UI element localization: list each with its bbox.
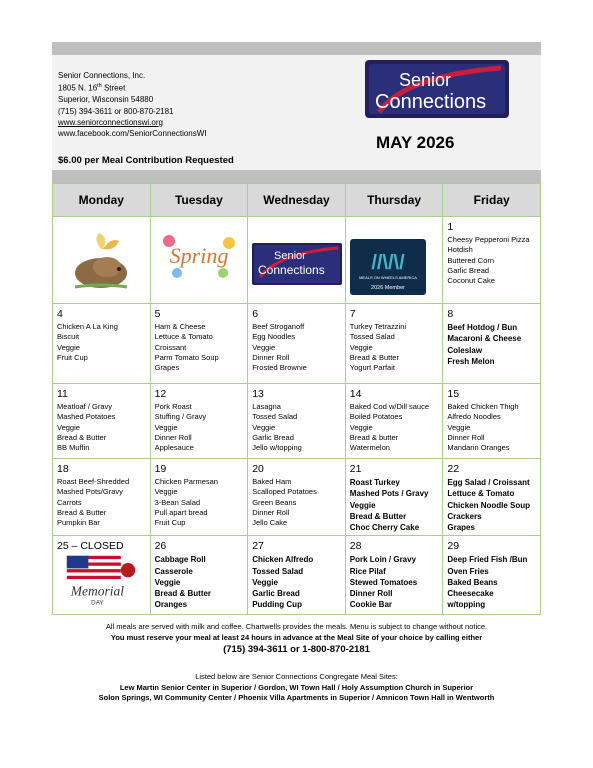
menu-item: Mashed Pots/Gravy: [57, 487, 123, 497]
day-cell: [248, 384, 346, 459]
logo-graphic: [369, 64, 505, 114]
menu-item: Lasagna: [252, 402, 281, 412]
menu-item: Lettuce & Tomato: [447, 489, 515, 499]
day-number: 19: [154, 463, 167, 475]
menu-item: Veggie: [154, 422, 178, 432]
menu-item: Bread & Butter: [349, 511, 407, 521]
day-cell: [53, 217, 151, 304]
day-number: 20: [252, 463, 264, 475]
menu-item: Hotdish: [447, 245, 473, 255]
menu-item: Tossed Salad: [349, 332, 395, 342]
footer-note-2: You must reserve your meal at least 24 hours in advance at the Meal Site of your choice by calling either: [110, 632, 483, 642]
svg-text://\/\/: //\/\/: [371, 252, 405, 274]
calendar-table: [52, 183, 541, 615]
menu-item: Pork Loin / Gravy: [349, 555, 417, 565]
day-cell: [443, 536, 541, 614]
org-city: Superior, Wisconsin 54880: [58, 95, 154, 105]
day-number: 11: [57, 388, 68, 400]
menu-item: Coleslaw: [447, 345, 483, 355]
menu-item: Veggie: [57, 422, 80, 432]
menu-item: Jello w/topping: [252, 443, 302, 453]
menu-item: Roast Beef-Shredded: [57, 477, 130, 487]
menu-item: Cheesy Pepperoni Pizza: [447, 235, 530, 245]
website-link[interactable]: www.seniorconnectionswi.org: [58, 117, 163, 127]
logo-word-2: Connections: [375, 91, 487, 113]
day-number: 6: [252, 308, 259, 320]
weekday-friday: Friday: [443, 184, 541, 217]
day-number: 21: [349, 463, 362, 475]
menu-item: Veggie: [154, 487, 178, 497]
menu-item: Bread & Butter: [57, 507, 107, 517]
day-cell: [345, 217, 443, 304]
day-cell: [53, 304, 151, 384]
menu-item: Veggie: [252, 577, 278, 587]
hedgehog-image: [57, 229, 145, 289]
menu-item: Egg Noodles: [252, 332, 296, 342]
menu-item: Pork Roast: [154, 402, 192, 412]
menu-item: Stuffing / Gravy: [154, 412, 207, 422]
day-number: 1: [447, 221, 454, 233]
day-number: 15: [447, 388, 460, 400]
day-number: 22: [447, 463, 460, 475]
menu-item: Dinner Roll: [154, 432, 192, 442]
svg-text:MEALS ON WHEELS AMERICA: MEALS ON WHEELS AMERICA: [358, 275, 417, 280]
sites-line-1: Lew Martin Senior Center in Superior / Gordon, WI Town Hall / Holy Assumption Church in Superior: [119, 682, 474, 692]
menu-item: Rice Pilaf: [349, 566, 386, 576]
day-cell: [345, 384, 443, 459]
menu-item: Baked Cod w/Dill sauce: [349, 402, 429, 412]
day-number: 5: [154, 308, 161, 320]
menu-item: Garlic Bread: [447, 265, 490, 275]
header-divider-bar: [52, 170, 541, 183]
org-address-block: [58, 70, 207, 139]
menu-item: Garlic Bread: [252, 589, 300, 599]
menu-item: Grapes: [447, 523, 475, 533]
menu-item: Chicken Parmesan: [154, 477, 218, 487]
day-cell: [248, 536, 346, 614]
menu-item: Veggie: [447, 422, 471, 432]
spring-text: Spring: [169, 243, 228, 268]
menu-item: Oranges: [154, 600, 188, 610]
menu-item: Fresh Melon: [447, 356, 495, 366]
day-cell: [443, 217, 541, 304]
day-cell: [345, 536, 443, 614]
org-street: 1805 N. 16th Street: [58, 83, 126, 93]
day-number: 12: [154, 388, 167, 400]
day-cell: [150, 536, 248, 614]
svg-text:Memorial: Memorial: [70, 583, 125, 599]
meals-on-wheels-badge: [350, 239, 426, 295]
menu-item: Parm Tomato Soup: [154, 352, 219, 362]
sites-line-2: Solon Springs, WI Community Center / Phoenix Villa Apartments in Superior / Amnicon Town Hall in Wentworth: [98, 693, 495, 702]
memorial-day-image: [57, 554, 145, 608]
logo-word-1: Senior: [399, 70, 452, 90]
day-cell: [53, 459, 151, 536]
menu-item: Beef Stroganoff: [252, 322, 305, 332]
menu-item: Chicken A La King: [57, 322, 118, 332]
menu-item: Pumpkin Bar: [57, 518, 100, 528]
menu-item: Tossed Salad: [252, 566, 304, 576]
menu-item: Grapes: [154, 363, 180, 373]
top-divider-bar: [52, 42, 541, 55]
menu-item: Mandarin Oranges: [447, 443, 510, 453]
menu-item: Veggie: [57, 342, 80, 352]
menu-item: Garlic Bread: [252, 432, 294, 442]
day-cell: [53, 384, 151, 459]
menu-item: Veggie: [349, 422, 373, 432]
reservation-phone: (715) 394-3611 or 1-800-870-2181: [223, 644, 370, 655]
menu-item: Frosted Brownie: [252, 363, 307, 373]
menu-item: Fruit Cup: [154, 518, 186, 528]
week-row: [53, 384, 541, 459]
menu-item: Boiled Potatoes: [349, 412, 403, 422]
day-number: 18: [57, 463, 69, 475]
menu-item: Pull apart bread: [154, 507, 208, 517]
senior-connections-small-logo: [252, 243, 342, 285]
menu-item: Deep Fried Fish /Bun: [447, 555, 528, 565]
menu-item: Stewed Tomatoes: [349, 577, 418, 587]
day-number: 13: [252, 388, 264, 400]
menu-item: Applesauce: [154, 443, 194, 453]
menu-item: Chicken Alfredo: [252, 555, 314, 565]
day-cell: [150, 304, 248, 384]
menu-item: BB Muffin: [57, 443, 90, 453]
menu-item: Green Beans: [252, 497, 297, 507]
menu-calendar: [52, 183, 541, 621]
menu-item: Bread & Butter: [57, 432, 107, 442]
menu-item: Ham & Cheese: [154, 322, 206, 332]
week-row: [53, 304, 541, 384]
day-cell: [53, 536, 151, 614]
org-name: Senior Connections, Inc.: [58, 71, 146, 80]
menu-item: Veggie: [349, 342, 373, 352]
menu-item: Biscuit: [57, 332, 80, 342]
day-cell: [345, 304, 443, 384]
menu-item: Veggie: [154, 577, 181, 587]
svg-text:2026 Member: 2026 Member: [370, 285, 405, 291]
menu-item: Croissant: [154, 342, 187, 352]
menu-item: Dinner Roll: [252, 507, 290, 517]
weekday-thursday: Thursday: [345, 184, 443, 217]
menu-item: Fruit Cup: [57, 352, 88, 362]
menu-item: Coconut Cake: [447, 276, 495, 286]
menu-item: Watermelon: [349, 443, 390, 453]
day-number: 26: [154, 540, 167, 553]
day-cell: [150, 217, 248, 304]
menu-item: Baked Chicken Thigh: [447, 402, 519, 412]
day-number: 27: [252, 540, 264, 553]
menu-item: Veggie: [252, 342, 276, 352]
meal-sites: [0, 672, 593, 704]
week-row: [53, 459, 541, 536]
menu-item: Buttered Corn: [447, 255, 495, 265]
menu-item: Choc Cherry Cake: [349, 523, 420, 533]
day-number: 28: [349, 540, 362, 553]
menu-item: Bread & Butter: [154, 589, 212, 599]
menu-item: Roast Turkey: [349, 478, 400, 488]
spring-image: [155, 229, 243, 281]
org-phones: (715) 394-3611 or 800-870-2181: [58, 106, 174, 116]
weekday-monday: Monday: [53, 184, 151, 217]
footer-notes: [0, 622, 593, 643]
day-cell: [443, 384, 541, 459]
menu-item: Alfredo Noodles: [447, 412, 501, 422]
menu-item: Carrots: [57, 497, 82, 507]
day-cell: [150, 384, 248, 459]
menu-item: Scalloped Potatoes: [252, 487, 317, 497]
facebook-link[interactable]: www.facebook.com/SeniorConnectionsWI: [58, 129, 207, 139]
menu-item: Macaroni & Cheese: [447, 334, 522, 344]
svg-text:DAY: DAY: [91, 599, 104, 607]
menu-item: Cabbage Roll: [154, 555, 206, 565]
menu-item: Chicken Noodle Soup: [447, 500, 531, 510]
menu-item: Beef Hotdog / Bun: [447, 323, 518, 333]
menu-item: Mashed Potatoes: [57, 412, 116, 422]
day-number: 7: [349, 308, 356, 320]
menu-item: Dinner Roll: [349, 589, 393, 599]
menu-item: Pudding Cup: [252, 600, 302, 610]
menu-item: Jello Cake: [252, 518, 288, 528]
menu-item: w/topping: [447, 600, 486, 610]
svg-text:Senior: Senior: [274, 250, 306, 262]
day-cell: [150, 459, 248, 536]
day-cell: [248, 217, 346, 304]
menu-item: Egg Salad / Croissant: [447, 478, 530, 488]
menu-item: Veggie: [349, 500, 376, 510]
week-row: [53, 217, 541, 304]
senior-connections-logo: [365, 60, 509, 118]
menu-item: Yogurt Parfait: [349, 363, 395, 373]
menu-item: Bread & butter: [349, 432, 399, 442]
menu-item: Mashed Pots / Gravy: [349, 489, 429, 499]
menu-item: Cookie Bar: [349, 600, 393, 610]
menu-item: Casserole: [154, 566, 193, 576]
day-cell: [248, 304, 346, 384]
menu-item: Cheesecake: [447, 589, 494, 599]
weekday-wednesday: Wednesday: [248, 184, 346, 217]
day-number: 25 – CLOSED: [57, 540, 124, 553]
week-row: [53, 536, 541, 614]
contribution-note: $6.00 per Meal Contribution Requested: [58, 155, 234, 166]
day-cell: [443, 459, 541, 536]
menu-item: Crackers: [447, 511, 482, 521]
menu-item: Baked Ham: [252, 477, 292, 487]
day-cell: [443, 304, 541, 384]
day-number: 4: [57, 308, 63, 320]
menu-item: Meatloaf / Gravy: [57, 402, 113, 412]
month-title: MAY 2026: [376, 133, 455, 152]
footer-note-1: All meals are served with milk and coffee. Chartwells provides the meals. Menu is subject to change without notice.: [105, 622, 488, 631]
day-number: 29: [447, 540, 460, 553]
svg-text:Connections: Connections: [258, 263, 325, 277]
menu-item: Veggie: [252, 422, 276, 432]
day-cell: [248, 459, 346, 536]
menu-item: 3-Bean Salad: [154, 497, 201, 507]
day-number: 14: [349, 388, 362, 400]
menu-item: Turkey Tetrazzini: [349, 322, 407, 332]
day-number: 8: [447, 308, 454, 320]
menu-item: Dinner Roll: [252, 352, 290, 362]
sites-intro: Listed below are Senior Connections Congregate Meal Sites:: [195, 672, 398, 681]
menu-item: Bread & Butter: [349, 352, 399, 362]
menu-item: Baked Beans: [447, 577, 498, 587]
day-cell: [345, 459, 443, 536]
weekday-tuesday: Tuesday: [150, 184, 248, 217]
menu-item: Lettuce & Tomato: [154, 332, 213, 342]
menu-item: Tossed Salad: [252, 412, 298, 422]
menu-item: Dinner Roll: [447, 432, 485, 442]
menu-item: Oven Fries: [447, 566, 489, 576]
